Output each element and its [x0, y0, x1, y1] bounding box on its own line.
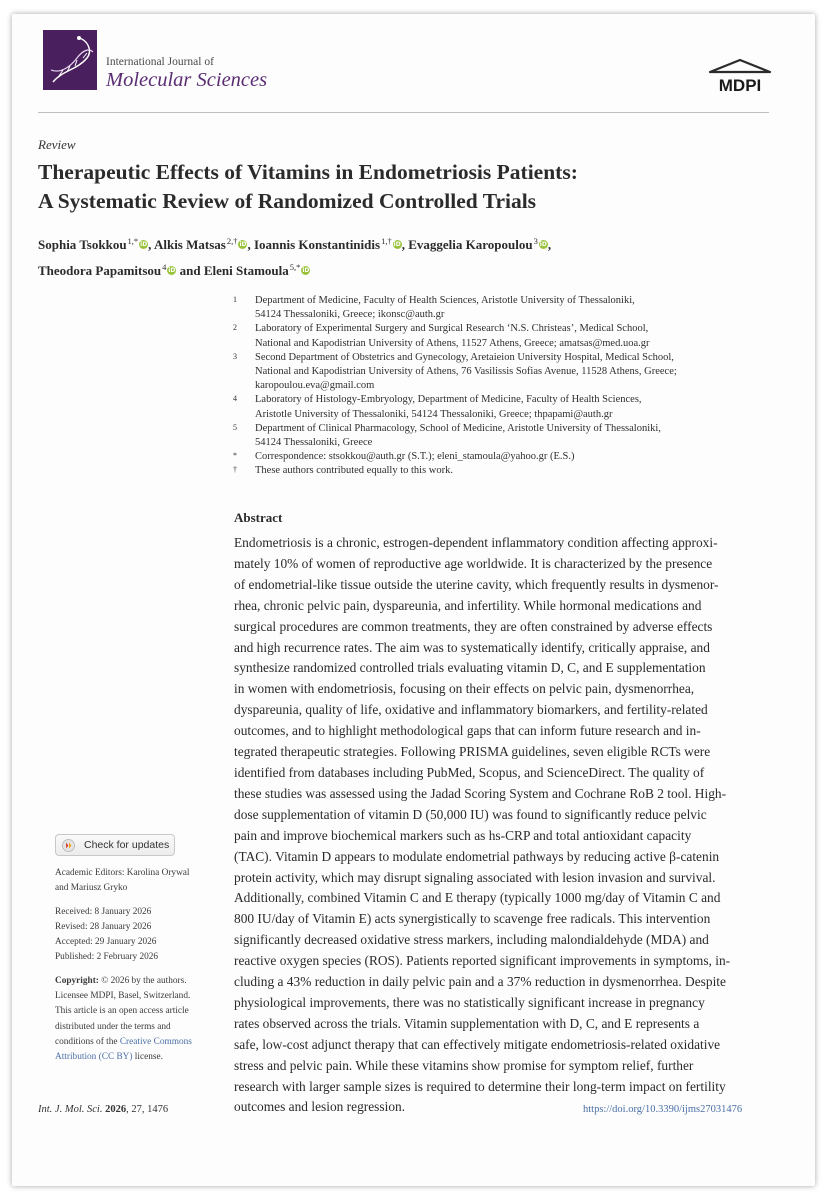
article-info-sidebar: [55, 866, 225, 1066]
affiliation-line: National and Kapodistrian University of Athens, 11527 Athens, Greece; amatsas@med.uoa.gr: [255, 337, 650, 349]
orcid-icon[interactable]: iD: [393, 241, 401, 248]
author[interactable]: [204, 263, 311, 278]
abstract-line: these studies was assessed using the Jadad Scoring System and Cochrane RoB 2 tool. High-: [234, 785, 727, 801]
author[interactable]: [38, 237, 151, 252]
affiliation-line: National and Kapodistrian University of Athens, 76 Vasilissis Sofias Avenue, 11528 Athens, Greece;: [255, 366, 677, 378]
accepted-date: Accepted: 29 January 2026: [55, 937, 157, 948]
affiliation: [233, 294, 778, 322]
copyright-line: Licensee MDPI, Basel, Switzerland.: [55, 991, 191, 1002]
revised-date: Revised: 28 January 2026: [55, 921, 152, 932]
publisher-name: MDPI: [718, 76, 762, 94]
license-line: [55, 1050, 225, 1065]
author[interactable]: [154, 237, 251, 252]
abstract-line: research with larger sample sizes is required to determine their long-term impact on fertility: [234, 1078, 726, 1094]
affiliation-line[interactable]: Correspondence: stsokkou@auth.gr (S.T.); eleni_stamoula@yahoo.gr (E.S.): [255, 451, 575, 463]
abstract-line: stress and pelvic pain. While these vitamins show promise for symptom relief, further: [234, 1057, 694, 1073]
abstract-line: in women with endometriosis, focusing on their effects on pelvic pain, dysmenorrhea,: [234, 681, 695, 697]
abstract-line: outcomes, and to highlight methodological gaps that can inform future research and in-: [234, 723, 701, 739]
license-suffix: license.: [132, 1052, 163, 1063]
abstract-line: physiological improvements, there was no statistically significant increase in pregnancy: [234, 994, 705, 1010]
license-prefix: conditions of the: [55, 1036, 120, 1047]
affiliation-line: 54124 Thessaloniki, Greece; ikonsc@auth.gr: [255, 309, 445, 321]
journal-name-line1: International Journal of: [106, 56, 214, 68]
correspondence: [233, 450, 778, 464]
affiliations: [233, 294, 778, 479]
check-for-updates-button[interactable]: [55, 834, 175, 856]
header-divider: [38, 112, 769, 113]
author[interactable]: [38, 263, 201, 278]
abstract-line: reactive oxygen species (ROS). Patients reported significant improvements in symptoms, in-: [234, 953, 731, 969]
affiliation-line: Second Department of Obstetrics and Gynecology, Aretaieion University Hospital, Medical School,: [255, 351, 674, 363]
author-affiliation-marker: 1,†: [381, 236, 392, 246]
volume-page: , 27, 1476: [126, 1104, 169, 1115]
check-updates-icon: [62, 839, 75, 852]
footer-citation: [38, 1104, 168, 1115]
author-separator: and: [176, 263, 201, 278]
author[interactable]: [254, 237, 405, 252]
affiliation-number: 4: [233, 394, 237, 404]
orcid-icon[interactable]: iD: [302, 267, 310, 274]
abstract-line: significantly decreased oxidative stress markers, including malondialdehyde (MDA) and: [234, 932, 709, 948]
author-name: Alkis Matsas: [153, 237, 226, 252]
affiliation: [233, 351, 778, 394]
author-list: [38, 230, 778, 282]
license-link[interactable]: Creative Commons: [119, 1036, 192, 1047]
abstract-line: rhea, chronic pelvic pain, dyspareunia, and infertility. While hormonal medications and: [234, 597, 702, 613]
abstract-line: rates observed across the trials. Vitamin supplementation with D, C, and E represents a: [234, 1015, 700, 1031]
article-type: Review: [38, 137, 76, 152]
author-separator: ,: [401, 237, 405, 252]
abstract-line: tegrated therapeutic strategies. Following PRISMA guidelines, seven eligible RCTs were: [234, 744, 711, 760]
affiliation-number: †: [233, 465, 237, 475]
author-separator: ,: [148, 237, 152, 252]
abstract-line: dyspareunia, quality of life, oxidative and inflammatory biomarkers, and fertility-related: [234, 702, 708, 718]
author-name: Eleni Stamoula: [203, 263, 289, 278]
article-title: [38, 158, 778, 216]
academic-editors: Academic Editors: Karolina Orywal: [55, 868, 190, 878]
mdpi-logo-icon: [708, 58, 772, 94]
author-name: Sophia Tsokkou: [38, 237, 127, 252]
abstract-line: Endometriosis is a chronic, estrogen-dependent inflammatory condition affecting approxi-: [234, 535, 718, 550]
title-line: Therapeutic Effects of Vitamins in Endometriosis Patients:: [38, 160, 578, 184]
abstract-line: of endometrial-like tissue outside the uterine cavity, which frequently results in dysmenor-: [234, 576, 719, 592]
license-link[interactable]: Attribution (CC BY): [55, 1052, 133, 1063]
abstract-line: identified from databases including PubMed, Scopus, and ScienceDirect. The quality of: [234, 764, 705, 780]
abstract-line: 800 IU/day of Vitamin E) acts synergistically to scavenge free radicals. This intervention: [234, 911, 711, 927]
journal-name: [106, 56, 267, 91]
author-affiliation-marker: 1,*: [127, 236, 139, 246]
copyright-text: © 2026 by the authors.: [98, 975, 187, 986]
affiliation-line: Department of Medicine, Faculty of Health Sciences, Aristotle University of Thessaloniki,: [255, 295, 635, 306]
orcid-icon[interactable]: iD: [539, 241, 547, 248]
abstract-line: dose supplementation of vitamin D (50,000 IU) was found to significantly reduce pelvic: [234, 806, 707, 822]
affiliation-line: Laboratory of Experimental Surgery and Surgical Research ‘N.S. Christeas’, Medical School,: [255, 323, 649, 335]
published-date: Published: 2 February 2026: [55, 952, 159, 963]
author-name: Ioannis Konstantinidis: [253, 237, 381, 252]
affiliation-line: 54124 Thessaloniki, Greece: [255, 437, 373, 449]
abstract-line: surgical procedures are common treatments, they are often constrained by adverse effects: [234, 618, 713, 634]
orcid-icon[interactable]: iD: [168, 267, 176, 274]
abstract-body: [234, 533, 774, 1118]
affiliation-line: karopoulou.eva@gmail.com: [255, 380, 375, 392]
abstract-line: outcomes and lesion regression.: [234, 1099, 406, 1115]
license-line: [55, 1035, 225, 1050]
author-separator: ,: [247, 237, 251, 252]
abstract-line: mately 10% of women of reproductive age worldwide. It is characterized by the presence: [234, 555, 713, 571]
journal-abbreviation: Int. J. Mol. Sci.: [38, 1104, 103, 1115]
author-name: Evaggelia Karopoulou: [408, 237, 533, 252]
author-affiliation-marker: 2,†: [226, 236, 238, 246]
author-affiliation-marker: 5,*: [289, 262, 301, 272]
affiliation-line: These authors contributed equally to this work.: [255, 465, 453, 477]
equal-contribution-note: [233, 464, 778, 478]
abstract-line: and high recurrence rates. The aim was to systematically identify, critically appraise, and: [234, 639, 710, 655]
author-affiliation-marker: 4: [162, 262, 167, 272]
author-affiliation-marker: 3: [533, 236, 538, 246]
journal-logo-icon: [43, 30, 97, 90]
author-name: Theodora Papamitsou: [38, 263, 162, 278]
abstract-heading: Abstract: [234, 510, 283, 525]
copyright-line: distributed under the terms and: [55, 1021, 171, 1032]
copyright-line: This article is an open access article: [55, 1006, 189, 1017]
affiliation-number: 2: [233, 323, 237, 333]
affiliation-number: *: [233, 451, 237, 461]
abstract-line: synthesize randomized controlled trials evaluating vitamin D, C, and E supplementation: [234, 660, 706, 676]
affiliation: [233, 322, 778, 350]
abstract-line: cluding a 43% reduction in daily pelvic pain and a 37% reduction in dysmenorrhea. Despite: [234, 974, 726, 990]
abstract-line: safe, low-cost adjunct therapy that can effectively mitigate endometriosis-related oxidative: [234, 1036, 721, 1052]
abstract-line: protein activity, which may disrupt signaling associated with lesion invasion and survival.: [234, 869, 716, 885]
orcid-icon[interactable]: iD: [140, 241, 148, 248]
author[interactable]: [408, 237, 551, 252]
doi-link[interactable]: https://doi.org/10.3390/ijms27031476: [583, 1104, 743, 1115]
affiliation-line: Aristotle University of Thessaloniki, 54124 Thessaloniki, Greece; thpapami@auth.gr: [255, 408, 613, 420]
abstract-line: pain and improve biochemical markers such as hs-CRP and total antioxidant capacity: [234, 827, 692, 843]
affiliation: [233, 393, 778, 421]
title-line: A Systematic Review of Randomized Controlled Trials: [38, 189, 537, 213]
copyright-line: [55, 974, 225, 989]
abstract-line: Additionally, combined Vitamin C and E therapy (typically 1000 mg/day of Vitamin C and: [234, 890, 721, 906]
check-for-updates-label: Check for updates: [84, 839, 170, 851]
abstract-line: (TAC). Vitamin D appears to modulate endometrial pathways by reducing active β-catenin: [234, 848, 720, 864]
author-separator: ,: [547, 237, 552, 252]
affiliation-line: Department of Clinical Pharmacology, School of Medicine, Aristotle University of Thessaloniki,: [255, 422, 661, 434]
affiliation-number: 5: [233, 422, 237, 432]
received-date: Received: 8 January 2026: [55, 906, 152, 917]
citation-year: 2026: [105, 1104, 127, 1115]
copyright-label: Copyright:: [55, 975, 99, 986]
orcid-icon[interactable]: iD: [239, 241, 247, 248]
affiliation-number: 1: [233, 295, 237, 304]
affiliation-number: 3: [233, 351, 237, 361]
academic-editors: and Mariusz Gryko: [55, 883, 128, 894]
affiliation-line: Laboratory of Histology-Embryology, Department of Medicine, Faculty of Health Sciences,: [255, 394, 642, 406]
affiliation: [233, 422, 778, 450]
journal-name-line2: Molecular Sciences: [106, 69, 268, 91]
